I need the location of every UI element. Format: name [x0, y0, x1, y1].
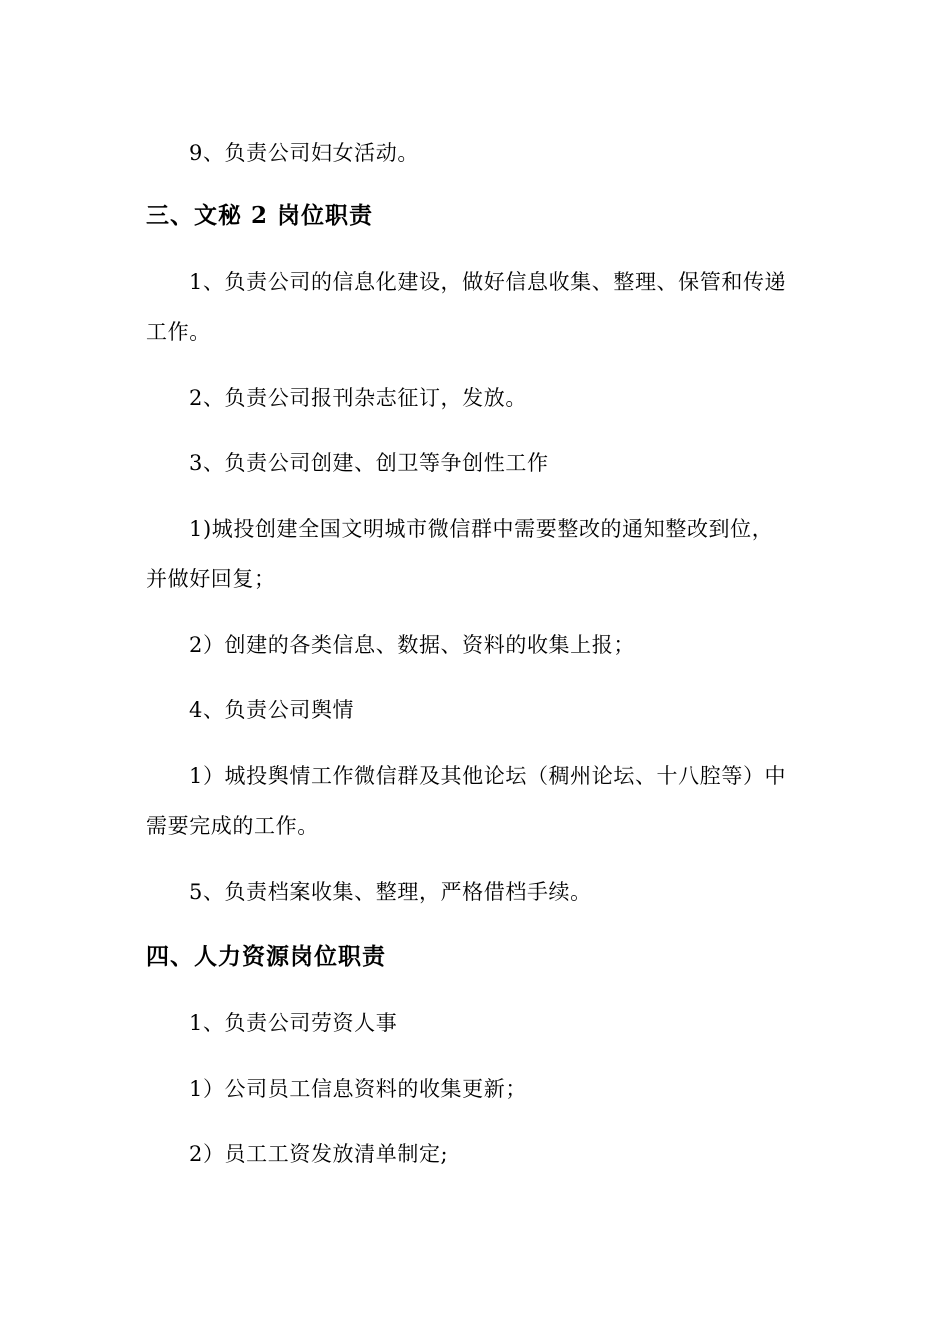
- paragraph-line: 1)城投创建全国文明城市微信群中需要整改的通知整改到位，: [189, 517, 774, 541]
- paragraph-line: 4、负责公司舆情: [189, 698, 355, 722]
- paragraph-line: 1）城投舆情工作微信群及其他论坛（稠州论坛、十八腔等）中: [189, 764, 787, 788]
- paragraph-line: 工作。: [146, 320, 211, 344]
- paragraph-line: 1、负责公司的信息化建设，做好信息收集、整理、保管和传递: [189, 270, 787, 294]
- section-heading: 四、人力资源岗位职责: [146, 943, 386, 970]
- paragraph-line: 需要完成的工作。: [146, 814, 319, 838]
- paragraph-line: 2）员工工资发放清单制定;: [189, 1142, 449, 1166]
- paragraph-line: 2）创建的各类信息、数据、资料的收集上报；: [189, 633, 635, 657]
- paragraph-line: 1、负责公司劳资人事: [189, 1011, 398, 1035]
- paragraph-line: 5、负责档案收集、整理，严格借档手续。: [189, 880, 592, 904]
- paragraph-line: 并做好回复；: [146, 567, 276, 591]
- paragraph-line: 9、负责公司妇女活动。: [189, 141, 419, 165]
- paragraph-line: 2、负责公司报刊杂志征订，发放。: [189, 386, 527, 410]
- section-heading: 三、文秘 2 岗位职责: [146, 202, 374, 229]
- paragraph-line: 3、负责公司创建、创卫等争创性工作: [189, 451, 549, 475]
- paragraph-line: 1）公司员工信息资料的收集更新；: [189, 1077, 527, 1101]
